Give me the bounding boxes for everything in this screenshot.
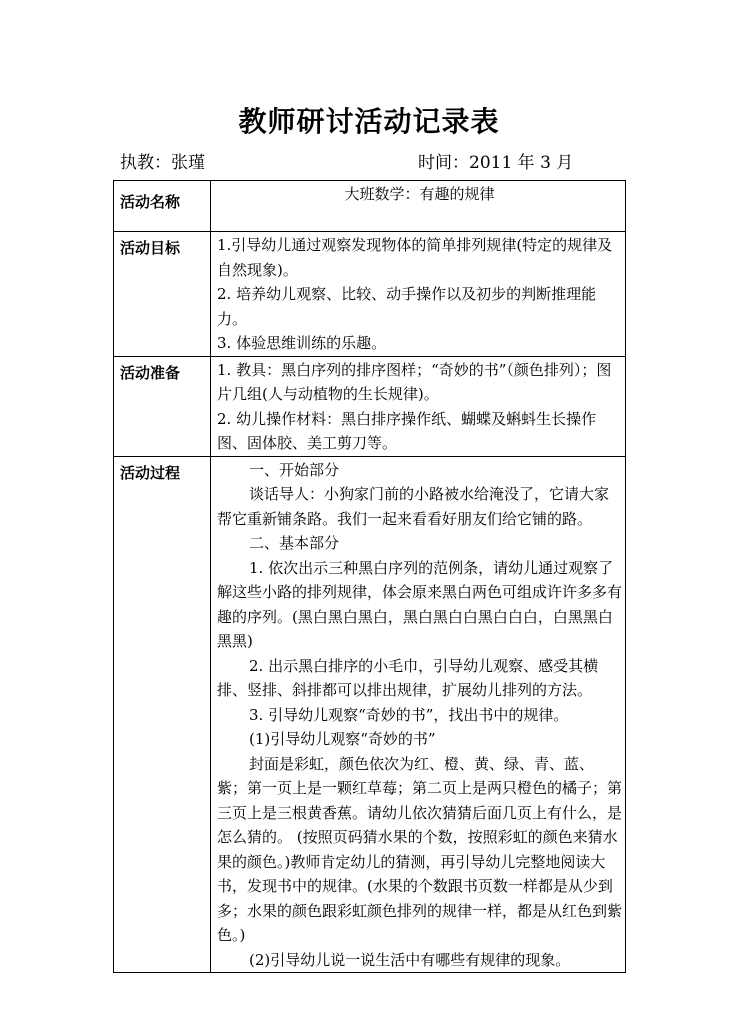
goal-item: 1.引导幼儿通过观察发现物体的简单排列规律(特定的规律及自然现象)。 bbox=[217, 236, 613, 279]
row-label: 活动名称 bbox=[114, 181, 211, 232]
executor-info: 执教：张瑾 bbox=[120, 153, 205, 173]
process-paragraph: 3. 引导幼儿观察“奇妙的书”，找出书中的规律。 bbox=[249, 705, 569, 724]
process-paragraph: (2)引导幼儿说一说生活中有哪些有规律的现象。 bbox=[249, 950, 571, 969]
row-content bbox=[211, 232, 626, 357]
goal-item: 3. 体验思维训练的乐趣。 bbox=[217, 334, 387, 352]
table-row-activity-process bbox=[114, 456, 626, 973]
process-paragraph: 二、基本部分 bbox=[249, 534, 340, 552]
row-label: 活动目标 bbox=[114, 232, 211, 357]
activity-name-text: 大班数学：有趣的规律 bbox=[344, 185, 495, 203]
time-info: 时间：2011 年 3 月 bbox=[418, 153, 574, 173]
preparation-item: 1. 教具：黑白序列的排序图样；“奇妙的书”（颜色排列）；图片几组(人与动植物的生长规律)。 bbox=[217, 360, 612, 403]
process-paragraph: 1. 依次出示三种黑白序列的范例条，请幼儿通过观察了解这些小路的排列规律，体会原来黑白两色可组成许许多多有趣的序列。(黑白黑白黑白，黑白黑白白黑白白白，白黑黑白黑黑) bbox=[217, 558, 623, 650]
table-row-activity-preparation bbox=[114, 356, 626, 456]
row-label: 活动过程 bbox=[114, 456, 211, 973]
row-content bbox=[211, 456, 626, 973]
process-paragraph: 一、开始部分 bbox=[249, 460, 340, 479]
table-row-activity-goals bbox=[114, 232, 626, 357]
page-title: 教师研讨活动记录表 bbox=[238, 105, 500, 138]
record-table bbox=[113, 180, 626, 973]
row-content bbox=[211, 181, 626, 232]
process-paragraph: 2. 出示黑白排序的小毛巾，引导幼儿观察、感受其横排、竖排、斜排都可以排出规律，扩展幼儿排列的方法。 bbox=[217, 656, 599, 699]
preparation-item: 2. 幼儿操作材料：黑白排序操作纸、蝴蝶及蝌蚪生长操作图、固体胶、美工剪刀等。 bbox=[217, 409, 597, 452]
table-row-activity-name bbox=[114, 181, 626, 232]
process-paragraph: 谈话导人：小狗家门前的小路被水给淹没了，它请大家帮它重新铺条路。我们一起来看看好朋友们给它铺的路。 bbox=[217, 485, 610, 528]
row-content bbox=[211, 356, 626, 456]
process-paragraph: (1)引导幼儿观察“奇妙的书” bbox=[249, 730, 436, 748]
goal-item: 2. 培养幼儿观察、比较、动手操作以及初步的判断推理能力。 bbox=[217, 285, 597, 328]
row-label: 活动准备 bbox=[114, 356, 211, 456]
process-paragraph: 封面是彩虹，颜色依次为红、橙、黄、绿、青、蓝、紫；第一页上是一颗红草莓；第二页上是两只橙色的橘子；第三页上是三根黄香蕉。请幼儿依次猜猜后面几页上有什么，是怎么猜的。 (按照页码猜水果的个数，按照彩虹的颜色来猜水果的颜色。)教师肯定幼儿的猜测，再引导幼儿完整地阅读大书，发现书中的规律。(水果的个数跟书页数一样都是从少到多；水果的颜色跟彩虹颜色排列的规律一样，都是从红色到紫色。) bbox=[217, 754, 623, 944]
